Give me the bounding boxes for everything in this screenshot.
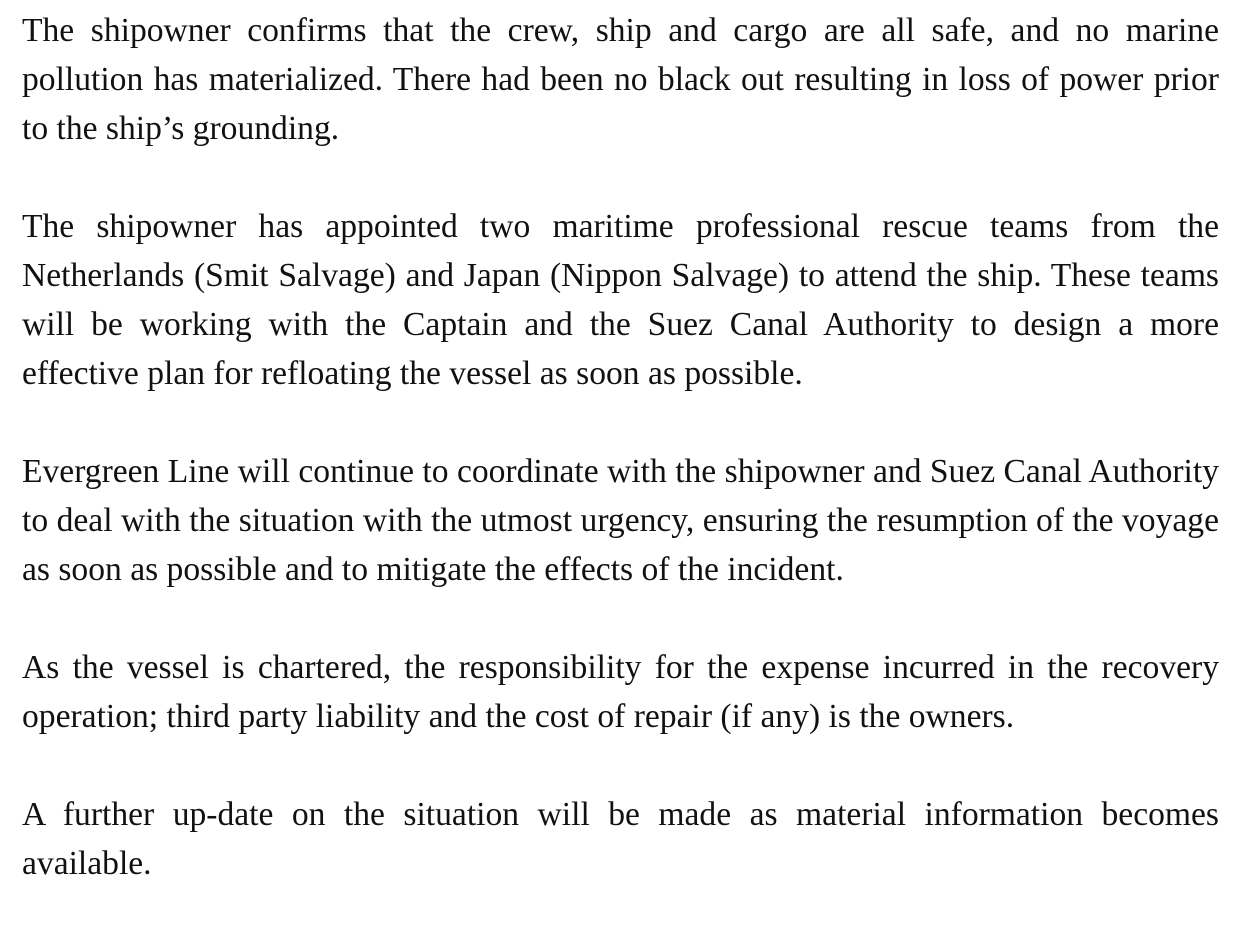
paragraph-further-update: A further up-date on the situation will be made as material information becomes available. [22,796,1219,882]
document-body [22,6,1219,888]
paragraph-rescue-teams: The shipowner has appointed two maritime professional rescue teams from the Netherlands (Smit Salvage) and Japan (Nippon Salvage) to attend the ship. These teams will be working with the Captain and the Suez Canal Authority to design a more effective plan for refloating the vessel as soon as possible. [22,208,1219,392]
paragraph-coordination: Evergreen Line will continue to coordinate with the shipowner and Suez Canal Authority to deal with the situation with the utmost urgency, ensuring the resumption of the voyage as soon as possible and to mitigate the effects of the incident. [22,453,1219,588]
paragraph-responsibility: As the vessel is chartered, the responsibility for the expense incurred in the recovery operation; third party liability and the cost of repair (if any) is the owners. [22,649,1219,735]
paragraph-safety-status: The shipowner confirms that the crew, ship and cargo are all safe, and no marine pollution has materialized. There had been no black out resulting in loss of power prior to the ship’s grounding. [22,12,1219,147]
